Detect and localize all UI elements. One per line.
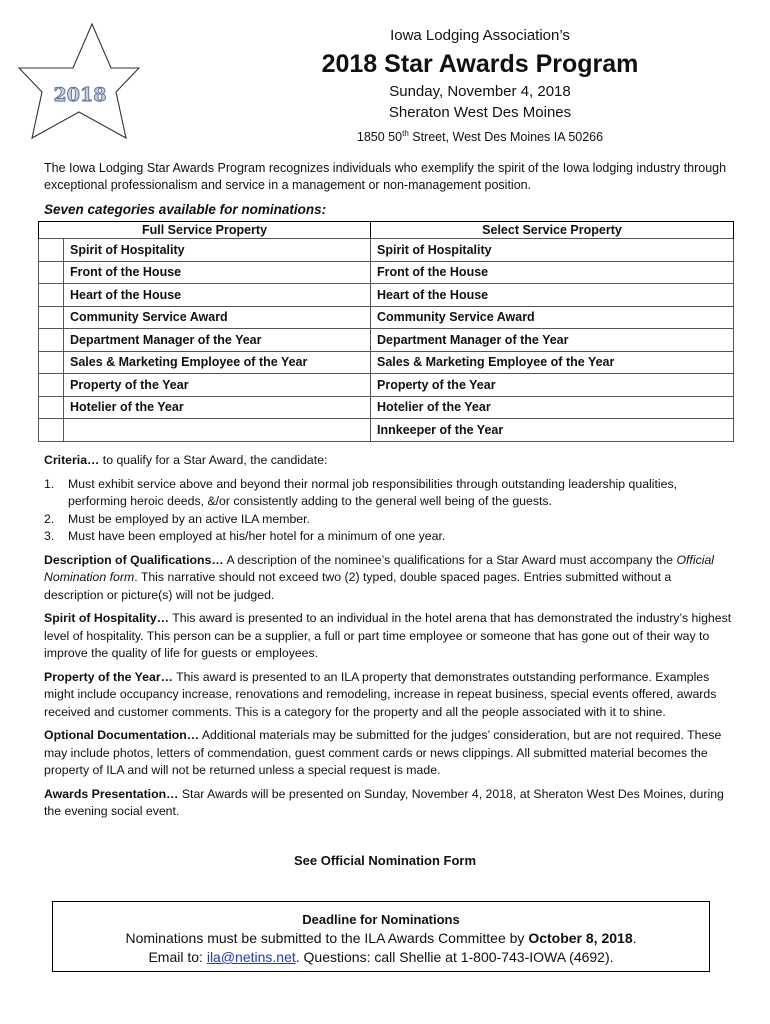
full-service-category: Property of the Year [64, 374, 371, 397]
full-service-header: Full Service Property [39, 222, 371, 239]
deadline-line-2 [53, 948, 709, 967]
full-service-category: Heart of the House [64, 284, 371, 307]
select-service-category: Community Service Award [371, 306, 734, 329]
deadline-line-1 [53, 929, 709, 948]
full-service-category: Hotelier of the Year [64, 396, 371, 419]
full-service-category: Sales & Marketing Employee of the Year [64, 351, 371, 374]
criteria-label: Criteria… [44, 453, 100, 467]
full-service-category: Community Service Award [64, 306, 371, 329]
email-link[interactable]: ila@netins.net [206, 949, 296, 965]
criteria-list [44, 476, 734, 546]
email-label: Email to: [148, 949, 207, 965]
presentation-text: Star Awards will be presented on Sunday, November 4, 2018, at Sheraton West Des Moines, during the evening social event. [44, 786, 724, 818]
event-venue: Sheraton West Des Moines [388, 104, 572, 121]
select-service-category: Hotelier of the Year [371, 396, 734, 419]
questions-text: . Questions: call Shellie at 1-800-743-IOWA (4692). [295, 949, 614, 965]
address-number: 1850 50 [356, 130, 403, 145]
deadline-box [52, 901, 710, 972]
table-row [39, 284, 734, 307]
checkbox-cell[interactable] [39, 261, 64, 284]
star-2018-logo [18, 22, 140, 140]
list-item [44, 511, 734, 529]
property-text: This award is presented to an ILA property that demonstrates outstanding performance. Examples might include occupancy increase, renovations and remodeling, increase in repeat business, special events offered, awards received and customer comments. This is a category for the property and all the people associated with it to shine. [44, 669, 717, 719]
qualifications-label: Description of Qualifications… [44, 552, 224, 567]
categories-table [38, 221, 734, 442]
full-service-category [64, 419, 371, 442]
select-service-category: Property of the Year [371, 374, 734, 397]
deadline-date: October 8, 2018 [528, 930, 633, 946]
details-section [44, 452, 734, 827]
deadline-heading: Deadline for Nominations [302, 912, 460, 927]
table-row [39, 419, 734, 442]
optional-text: Additional materials may be submitted for the judges’ consideration, but are not required. These may include photos, letters of commendation, guest comment cards or news clippings. All submitted material becomes the property of ILA and will not be returned unless a special request is made. [44, 728, 722, 777]
deadline-end: . [632, 930, 637, 946]
spirit-text: This award is presented to an individual in the hotel arena that has demonstrated the industry’s highest level of hospitality. This person can be a supplier, a full or part time employee or someone that has gone out of their way to improve the quality of life for guests or employees. [44, 611, 732, 660]
property-label: Property of the Year… [44, 669, 173, 684]
list-number: 1. [44, 476, 55, 491]
spirit-paragraph [44, 610, 734, 663]
event-address [300, 125, 660, 146]
optional-label: Optional Documentation… [44, 728, 200, 742]
logo-year: 2018 [53, 84, 107, 106]
criteria-paragraph [44, 452, 734, 470]
table-row [39, 351, 734, 374]
select-service-category: Department Manager of the Year [371, 329, 734, 352]
checkbox-cell[interactable] [39, 239, 64, 262]
categories-body [39, 239, 734, 442]
checkbox-cell[interactable] [39, 284, 64, 307]
presentation-paragraph [44, 786, 734, 821]
table-row [39, 374, 734, 397]
form-name: Official Nomination form [44, 552, 715, 584]
select-service-category: Spirit of Hospitality [371, 239, 734, 262]
checkbox-cell[interactable] [39, 419, 64, 442]
select-service-header: Select Service Property [371, 222, 734, 239]
checkbox-cell[interactable] [39, 351, 64, 374]
association-name: Iowa Lodging Association’s [390, 27, 570, 44]
criteria-text: to qualify for a Star Award, the candidate: [99, 453, 328, 467]
list-text: Must be employed by an active ILA member. [68, 511, 310, 526]
categories-heading: Seven categories available for nominations: [44, 202, 327, 217]
full-service-category: Spirit of Hospitality [64, 239, 371, 262]
see-nomination-form: See Official Nomination Form [293, 853, 477, 868]
qualifications-text: A description of the nominee’s qualifications for a Star Award must accompany the [223, 552, 677, 567]
address-sup: th [402, 129, 409, 138]
list-text: Must exhibit service above and beyond their normal job responsibilities through outstanding leadership qualities, performing heroic deeds, &/or consistently adding to the general well being of the guests. [68, 476, 678, 508]
select-service-category: Heart of the House [371, 284, 734, 307]
checkbox-cell[interactable] [39, 329, 64, 352]
list-item [44, 528, 734, 546]
deadline-text: Nominations must be submitted to the ILA Awards Committee by [125, 930, 529, 946]
full-service-category: Department Manager of the Year [64, 329, 371, 352]
table-row [39, 329, 734, 352]
list-number: 3. [44, 529, 55, 543]
table-row [39, 396, 734, 419]
full-service-category: Front of the House [64, 261, 371, 284]
qualifications-paragraph [44, 552, 734, 605]
list-number: 2. [44, 511, 55, 526]
checkbox-cell[interactable] [39, 306, 64, 329]
table-row [39, 261, 734, 284]
header [300, 26, 660, 146]
select-service-category: Front of the House [371, 261, 734, 284]
page-title: 2018 Star Awards Program [321, 50, 639, 78]
qualifications-text-2: . This narrative should not exceed two (2) typed, double spaced pages. Entries submitted without a description or picture(s) will not be judged. [44, 570, 672, 602]
list-item [44, 476, 734, 511]
checkbox-cell[interactable] [39, 396, 64, 419]
property-paragraph [44, 669, 734, 722]
select-service-category: Innkeeper of the Year [371, 419, 734, 442]
address-rest: Street, West Des Moines IA 50266 [408, 130, 604, 145]
list-text: Must have been employed at his/her hotel for a minimum of one year. [68, 529, 446, 543]
spirit-label: Spirit of Hospitality… [44, 611, 170, 625]
optional-paragraph [44, 727, 734, 780]
table-row [39, 239, 734, 262]
event-date: Sunday, November 4, 2018 [389, 83, 571, 100]
select-service-category: Sales & Marketing Employee of the Year [371, 351, 734, 374]
intro-paragraph: The Iowa Lodging Star Awards Program recognizes individuals who exemplify the spirit of the Iowa lodging industry through exceptional professionalism and service in a management or non-management position. [44, 161, 727, 192]
table-row [39, 306, 734, 329]
presentation-label: Awards Presentation… [44, 786, 179, 801]
checkbox-cell[interactable] [39, 374, 64, 397]
